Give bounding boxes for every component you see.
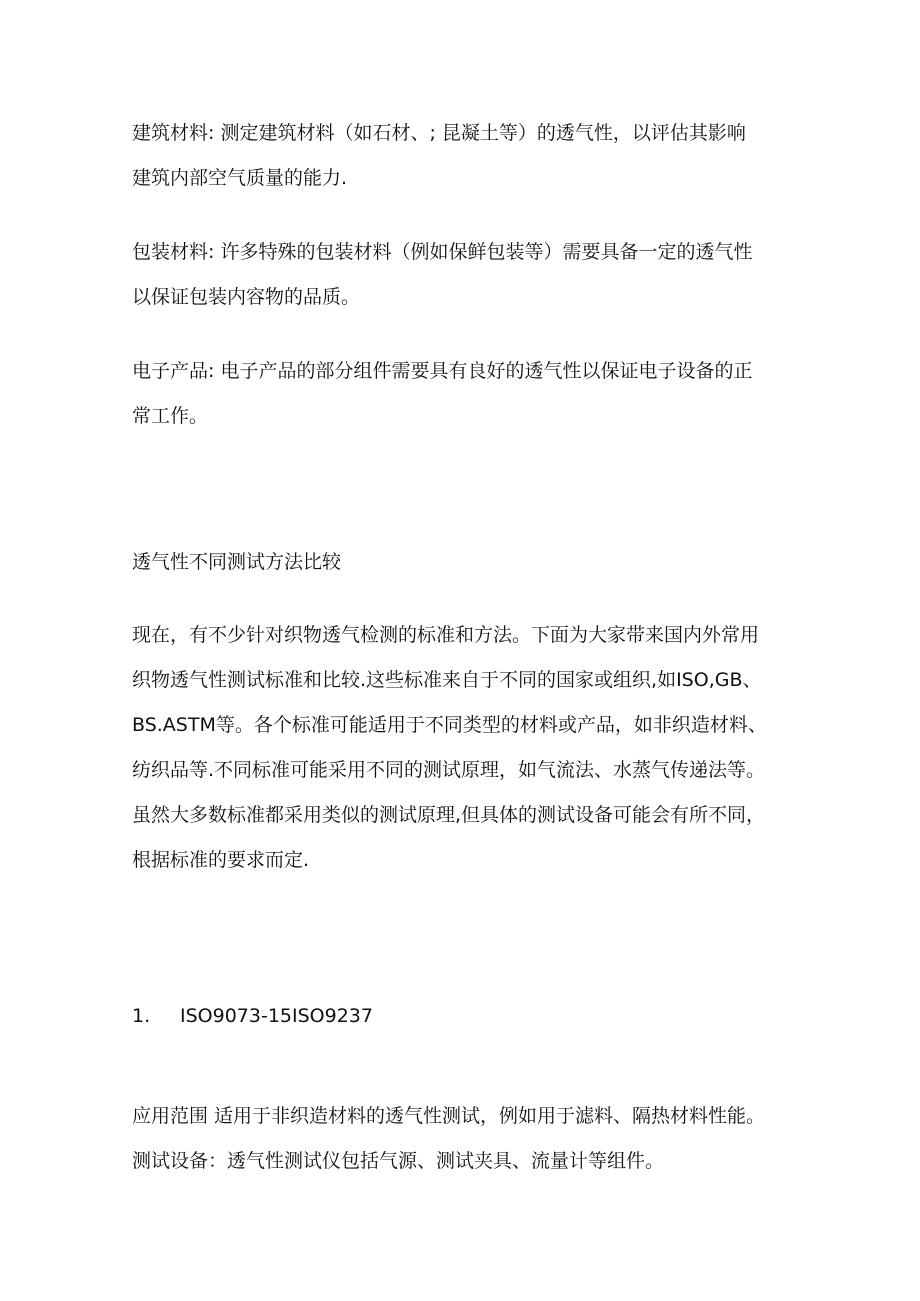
paragraph-line: 现在，有不少针对织物透气检测的标准和方法。下面为大家带来国内外常用 [132, 624, 760, 646]
paragraph-line: 建筑内部空气质量的能力. [132, 167, 348, 189]
paragraph-intro [132, 613, 802, 883]
paragraph-line: 常工作。 [132, 405, 209, 427]
item1-details [132, 1094, 802, 1184]
equipment-line: 测试设备：透气性测试仪包括气源、测试夹具、流量计等组件。 [132, 1150, 665, 1172]
list-item-standard-1 [132, 1001, 373, 1031]
paragraph-line: 包装材料: 许多特殊的包装材料（例如保鲜包装等）需要具备一定的透气性 [132, 241, 753, 263]
list-item-title: ISO9073-15ISO9237 [180, 1005, 373, 1027]
scope-line: 应用范围 适用于非织造材料的透气性测试，例如用于滤料、隔热材料性能。 [132, 1105, 766, 1127]
paragraph-packaging-materials [132, 230, 802, 320]
paragraph-line: 纺织品等.不同标准可能采用不同的测试原理，如气流法、水蒸气传递法等。 [132, 759, 766, 781]
paragraph-line: 建筑材料: 测定建筑材料（如石材、; 昆凝土等）的透气性，以评估其影响 [132, 122, 746, 144]
paragraph-electronics [132, 349, 802, 439]
paragraph-line: 织物透气性测试标准和比较.这些标准来自于不同的国家或组织,如ISO,GB、 [132, 669, 762, 691]
paragraph-line: 虽然大多数标准都采用类似的测试原理,但具体的测试设备可能会有所不同， [132, 804, 766, 826]
paragraph-line: BS.ASTM等。各个标准可能适用于不同类型的材料或产品，如非织造材料、 [132, 714, 767, 736]
paragraph-line: 以保证包装内容物的品质。 [132, 286, 361, 308]
section-title: 透气性不同测试方法比较 [132, 551, 342, 573]
paragraph-building-materials [132, 111, 802, 201]
paragraph-line: 电子产品: 电子产品的部分组件需要具有良好的透气性以保证电子设备的正 [132, 360, 753, 382]
paragraph-line: 根据标准的要求而定. [132, 849, 310, 871]
list-number: 1. [132, 1005, 151, 1027]
